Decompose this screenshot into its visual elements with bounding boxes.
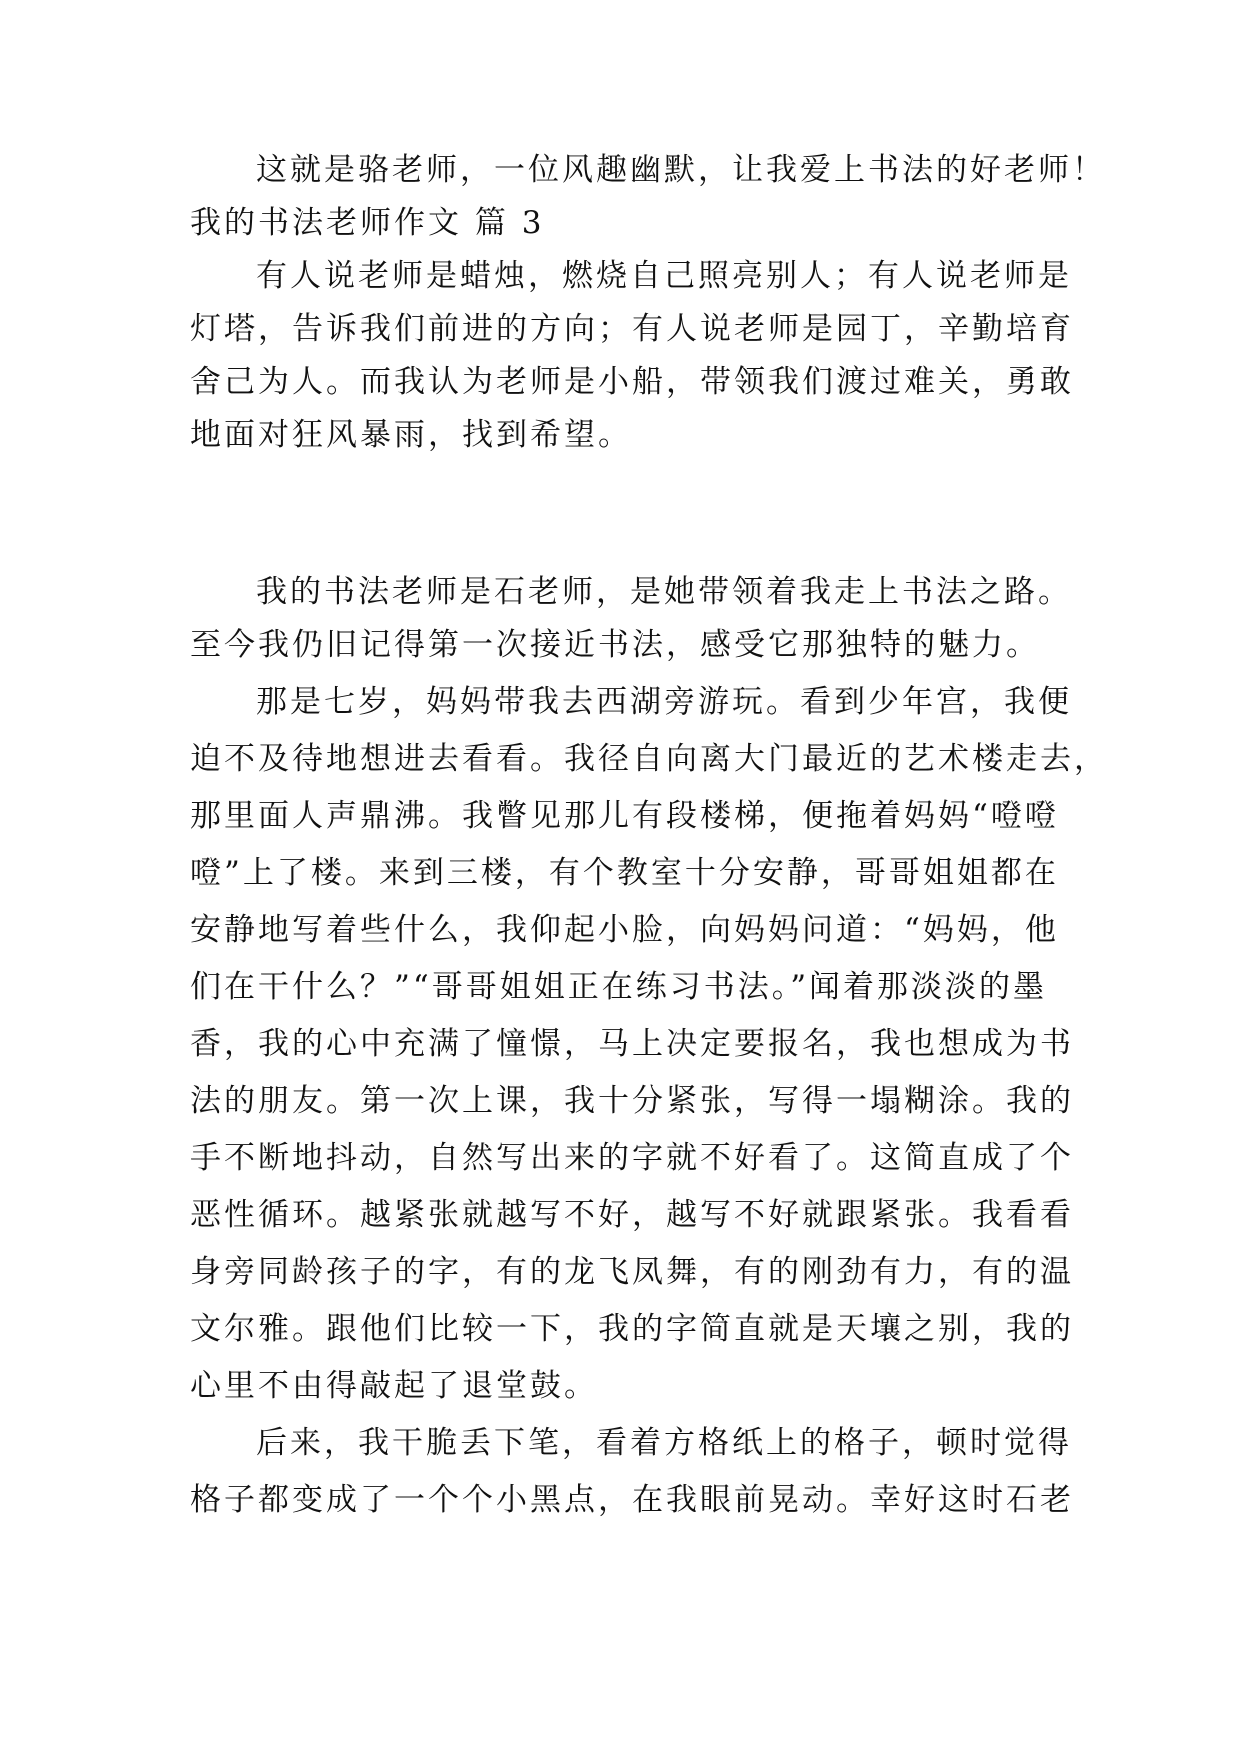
paragraph-line: 那是七岁，妈妈带我去西湖旁游玩。看到少年宫，我便 [256, 684, 1072, 720]
paragraph-line: 法的朋友。第一次上课，我十分紧张，写得一塌糊涂。我的 [190, 1083, 1074, 1119]
paragraph-line: 有人说老师是蜡烛，燃烧自己照亮别人；有人说老师是 [256, 258, 1072, 294]
paragraph-line: 地面对狂风暴雨，找到希望。 [190, 417, 632, 453]
paragraph-line: 那里面人声鼎沸。我瞥见那儿有段楼梯，便拖着妈妈“噔噔 [190, 798, 1059, 834]
paragraph-line: 我的书法老师是石老师，是她带领着我走上书法之路。 [256, 574, 1072, 610]
paragraph-line: 香，我的心中充满了憧憬，马上决定要报名，我也想成为书 [190, 1026, 1074, 1062]
paragraph-line: 灯塔，告诉我们前进的方向；有人说老师是园丁，辛勤培育 [190, 311, 1074, 347]
paragraph-line: 迫不及待地想进去看看。我径自向离大门最近的艺术楼走去， [190, 741, 1108, 777]
paragraph-line: 安静地写着些什么，我仰起小脸，向妈妈问道：“妈妈，他 [190, 912, 1059, 948]
paragraph-line: 后来，我干脆丢下笔，看着方格纸上的格子，顿时觉得 [256, 1425, 1072, 1461]
paragraph-line: 们在干什么？”“哥哥姐姐正在练习书法。”闻着那淡淡的墨 [190, 969, 1048, 1005]
paragraph-line: 这就是骆老师，一位风趣幽默，让我爱上书法的好老师！ [256, 152, 1106, 188]
paragraph-line: 至今我仍旧记得第一次接近书法，感受它那独特的魅力。 [190, 627, 1040, 663]
paragraph-line: 舍己为人。而我认为老师是小船，带领我们渡过难关，勇敢 [190, 364, 1074, 400]
paragraph-line: 身旁同龄孩子的字，有的龙飞凤舞，有的刚劲有力，有的温 [190, 1254, 1074, 1290]
paragraph-line: 文尔雅。跟他们比较一下，我的字简直就是天壤之别，我的 [190, 1311, 1074, 1347]
paragraph-line: 格子都变成了一个个小黑点，在我眼前晃动。幸好这时石老 [190, 1482, 1074, 1518]
paragraph-line: 噔”上了楼。来到三楼，有个教室十分安静，哥哥姐姐都在 [190, 855, 1059, 891]
paragraph-line: 心里不由得敲起了退堂鼓。 [190, 1368, 598, 1404]
section-heading: 我的书法老师作文 篇 3 [190, 205, 545, 241]
paragraph-line: 恶性循环。越紧张就越写不好，越写不好就跟紧张。我看看 [190, 1197, 1074, 1233]
paragraph-line: 手不断地抖动，自然写出来的字就不好看了。这简直成了个 [190, 1140, 1074, 1176]
